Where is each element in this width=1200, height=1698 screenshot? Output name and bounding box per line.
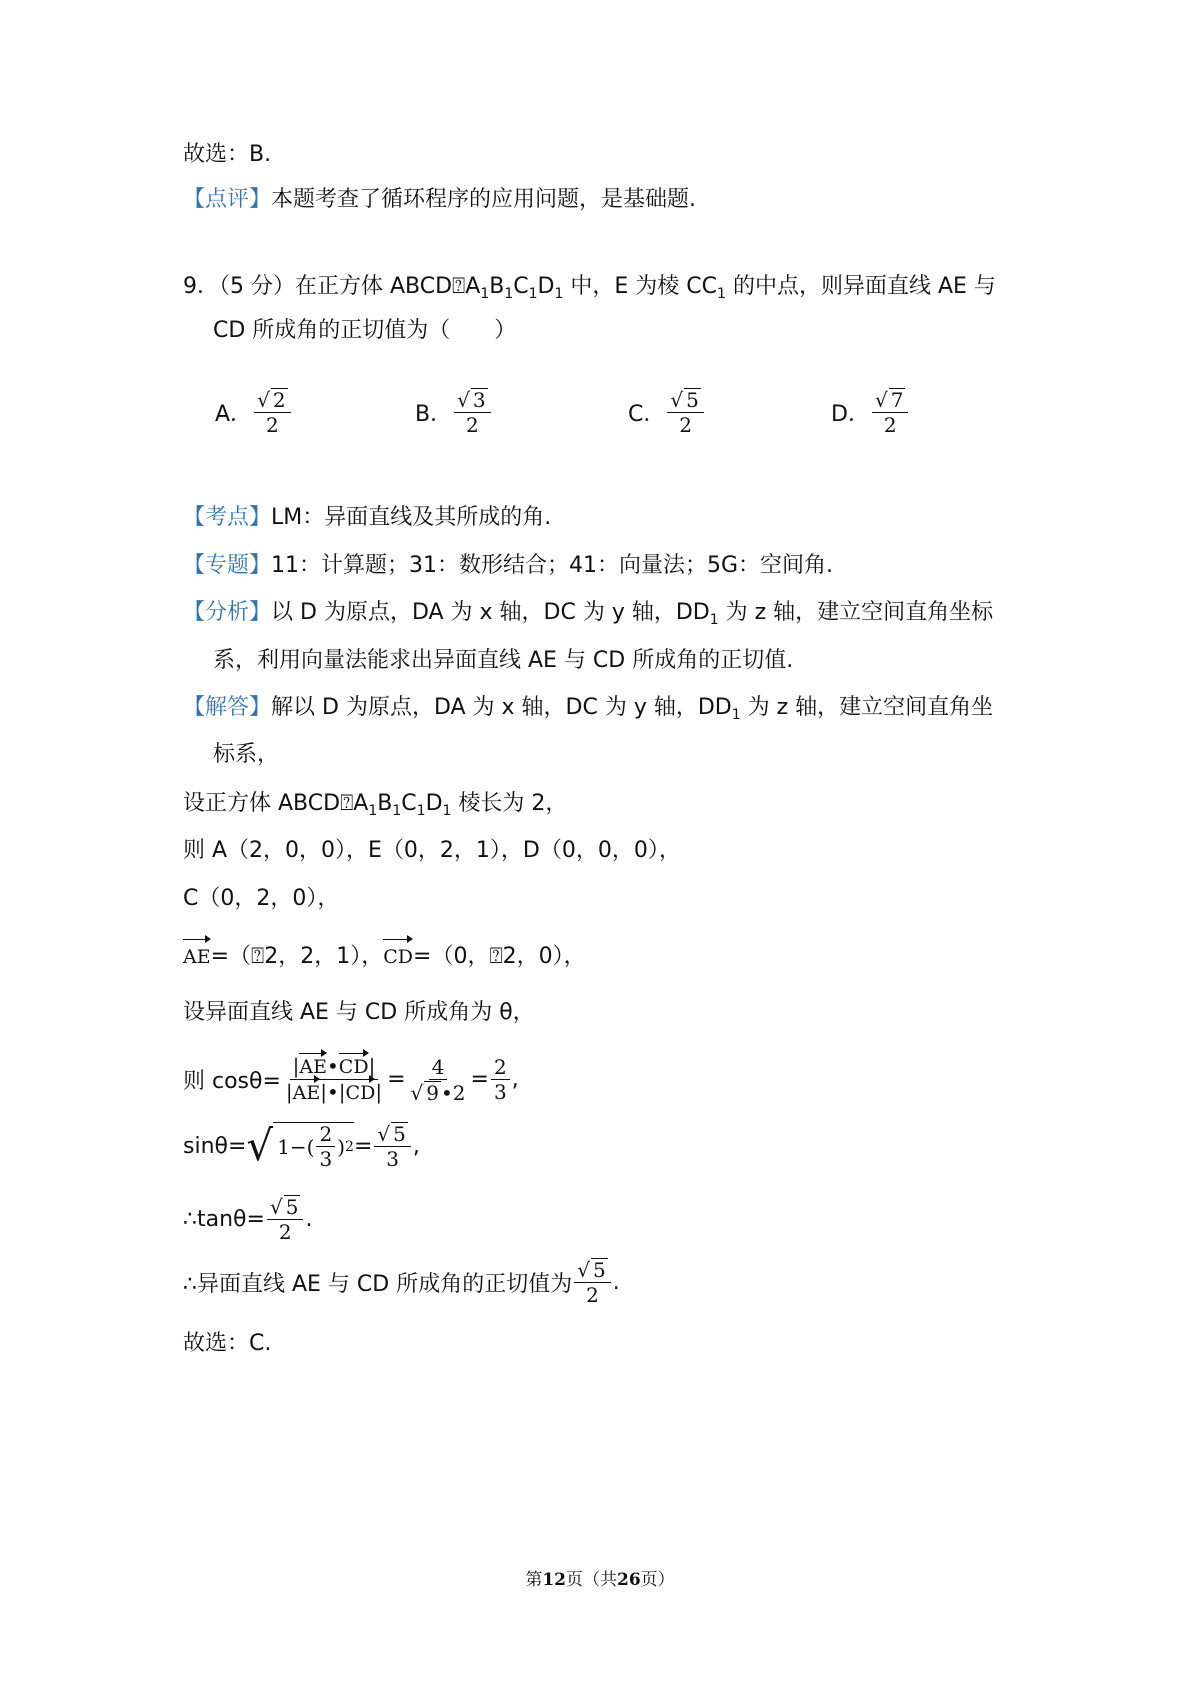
sub: 1 xyxy=(709,612,719,628)
option-label: D． xyxy=(831,401,870,427)
denominator: 2 xyxy=(586,1283,599,1307)
prev-answer: 故选：B. xyxy=(183,142,272,167)
jieda-text: 设正方体 ABCD xyxy=(183,791,341,816)
period: . xyxy=(305,1206,313,1232)
comma: , xyxy=(412,1133,420,1159)
fenxi-text-a: 以 D 为原点，DA 为 x 轴，DC 为 y 轴，DD xyxy=(271,600,710,625)
option-b xyxy=(415,388,493,436)
vector-ae: AE xyxy=(292,1082,321,1104)
footer-text: 页） xyxy=(640,1570,675,1590)
denominator: 2 xyxy=(265,413,279,437)
sub: 1 xyxy=(392,803,402,819)
jieda-line2: 标系， xyxy=(213,742,280,767)
radicand: 3 xyxy=(472,388,486,412)
jieda-line7: 设异面直线 AE 与 CD 所成角为 θ， xyxy=(183,1000,535,1025)
kaodian-tag: 【考点】 xyxy=(183,505,272,530)
option-label: C． xyxy=(628,401,666,427)
option-a xyxy=(215,388,293,436)
sub: 1 xyxy=(554,286,564,302)
sin-equation xyxy=(183,1122,420,1170)
fraction: $\frac{√ 7}{2}$ xyxy=(872,388,908,436)
sub: 1 xyxy=(416,803,426,819)
comma: , xyxy=(511,1067,519,1092)
tan-result: $\frac{√ 5}{2}$ xyxy=(267,1195,303,1243)
vector-ae-value: =（⍰2，2，1）， xyxy=(210,944,384,969)
footer-text: 第 xyxy=(525,1570,543,1590)
footer-text: 页（共 xyxy=(566,1570,617,1590)
fraction xyxy=(316,1123,335,1170)
fenxi-tag: 【分析】 xyxy=(183,600,272,625)
radicand: 5 xyxy=(285,1195,299,1219)
q9-text-b: 中，E 为棱 CC xyxy=(563,274,718,299)
numerator: 2 xyxy=(491,1056,510,1080)
radicand: 5 xyxy=(686,388,699,412)
kaodian-text: LM：异面直线及其所成的角. xyxy=(271,505,552,530)
denominator: 2 xyxy=(465,413,479,437)
tan-equation xyxy=(183,1195,312,1243)
sub: 1 xyxy=(717,286,726,302)
period: . xyxy=(612,1269,620,1295)
numerator: 2 xyxy=(316,1123,335,1147)
option-d xyxy=(831,388,910,436)
radicand: 7 xyxy=(890,388,904,412)
option-label: B． xyxy=(415,401,453,427)
q9-b: B xyxy=(489,274,505,299)
q9-d: D xyxy=(537,274,555,299)
denominator: 3 xyxy=(386,1147,399,1171)
vector-cd: CD xyxy=(383,942,413,972)
jieda-text-b: 为 z 轴，建立空间直角坐 xyxy=(740,695,994,720)
denominator: 3 xyxy=(319,1147,333,1171)
page-number: 12 xyxy=(542,1570,566,1590)
denominator: 2 xyxy=(883,413,897,437)
q9-line1 xyxy=(183,272,996,302)
q9-c: C xyxy=(513,274,529,299)
vector-cd: CD xyxy=(338,1056,369,1078)
cos-fraction-2: $\frac{4}{√ 9 •2}$ xyxy=(410,1054,466,1105)
zhuanti-tag: 【专题】 xyxy=(183,553,272,578)
equals: = xyxy=(387,1067,406,1092)
zhuanti-text: 11：计算题；31：数形结合；41：向量法；5G：空间角. xyxy=(271,553,834,578)
q9-text-c: 的中点，则异面直线 AE 与 xyxy=(725,274,996,299)
kaodian xyxy=(183,503,551,533)
sqrt-inner-text: 1−( xyxy=(277,1134,315,1159)
numerator: 4 xyxy=(429,1056,448,1080)
equals: = xyxy=(353,1133,373,1159)
equals: = xyxy=(470,1067,489,1092)
zhuanti xyxy=(183,551,833,581)
sub: 1 xyxy=(480,286,490,302)
denominator: 2 xyxy=(278,1220,292,1244)
exponent: 2 xyxy=(345,1138,354,1155)
vector-ae: AE xyxy=(299,1056,327,1078)
cos-prefix: 则 cosθ= xyxy=(183,1069,281,1094)
review-tag: 【点评】 xyxy=(183,187,272,212)
fenxi-line1 xyxy=(183,598,993,628)
radicand: 5 xyxy=(592,1258,606,1282)
q9-line2: CD 所成角的正切值为（ ） xyxy=(213,318,517,343)
fenxi-text-b: 为 z 轴，建立空间直角坐标 xyxy=(718,600,994,625)
denominator: 3 xyxy=(493,1080,507,1104)
fraction: $\frac{√ 3}{2}$ xyxy=(454,388,490,436)
cos-equation xyxy=(183,1055,519,1104)
q9-text-a: 9．（5 分）在正方体 ABCD xyxy=(183,274,453,299)
missing-char: ⍰ xyxy=(340,791,354,816)
option-label: A． xyxy=(215,401,253,427)
sub: 1 xyxy=(442,803,452,819)
sin-result: $\frac{√ 5}{3}$ xyxy=(374,1122,410,1170)
sqrt-expression: √ 1−( $\frac{2}{3}$ ) 2 xyxy=(246,1121,354,1171)
sub: 1 xyxy=(368,803,378,819)
jieda-line6 xyxy=(183,942,586,972)
sub: 1 xyxy=(504,286,514,302)
vector-cd-value: =（0，⍰2，0）， xyxy=(413,944,586,969)
final-answer: 故选：C. xyxy=(183,1331,272,1356)
radicand: 2 xyxy=(272,388,286,412)
radicand: 9 xyxy=(426,1080,439,1105)
q9-a: A xyxy=(465,274,481,299)
page-footer xyxy=(0,1565,1200,1590)
prev-review xyxy=(183,185,696,215)
conclusion-value: $\frac{√ 5}{2}$ xyxy=(574,1258,610,1306)
fraction: $\frac{√ 2}{2}$ xyxy=(254,388,290,436)
cos-fraction-3 xyxy=(491,1056,510,1103)
fraction: $\frac{√ 5}{2}$ xyxy=(667,388,703,436)
jieda-line4: 则 A（2，0，0），E（0，2，1），D（0，0，0）， xyxy=(183,838,681,863)
vector-ae: AE xyxy=(183,942,211,972)
page-total: 26 xyxy=(617,1570,641,1590)
fenxi-line2: 系，利用向量法能求出异面直线 AE 与 CD 所成角的正切值. xyxy=(213,648,794,673)
cos-fraction-1: $\frac{|AE•CD|}{|AE|•|CD|}$ xyxy=(285,1054,383,1104)
radicand: 5 xyxy=(393,1122,406,1146)
sin-prefix: sinθ= xyxy=(183,1133,247,1159)
tan-prefix: ∴tanθ= xyxy=(183,1206,265,1232)
jieda-text: 棱长为 2， xyxy=(451,791,568,816)
q9-d: D xyxy=(425,791,443,816)
conclusion xyxy=(183,1258,620,1306)
review-text: 本题考查了循环程序的应用问题，是基础题. xyxy=(271,187,697,212)
sub: 1 xyxy=(528,286,538,302)
option-c xyxy=(628,388,706,436)
jieda-line3 xyxy=(183,789,567,819)
sub: 1 xyxy=(731,707,741,723)
conclusion-text: ∴异面直线 AE 与 CD 所成角的正切值为 xyxy=(183,1271,573,1297)
q9-b: B xyxy=(377,791,393,816)
q9-c: C xyxy=(401,791,417,816)
denominator: 2 xyxy=(679,413,692,437)
jieda-line5: C（0，2，0）， xyxy=(183,886,340,911)
jieda-line1 xyxy=(183,693,993,723)
jieda-text-a: 解以 D 为原点，DA 为 x 轴，DC 为 y 轴，DD xyxy=(271,695,732,720)
jieda-tag: 【解答】 xyxy=(183,695,272,720)
denominator-part: •2 xyxy=(440,1080,466,1105)
q9-a: A xyxy=(353,791,369,816)
missing-char: ⍰ xyxy=(452,274,466,299)
vector-cd: CD xyxy=(345,1082,376,1104)
